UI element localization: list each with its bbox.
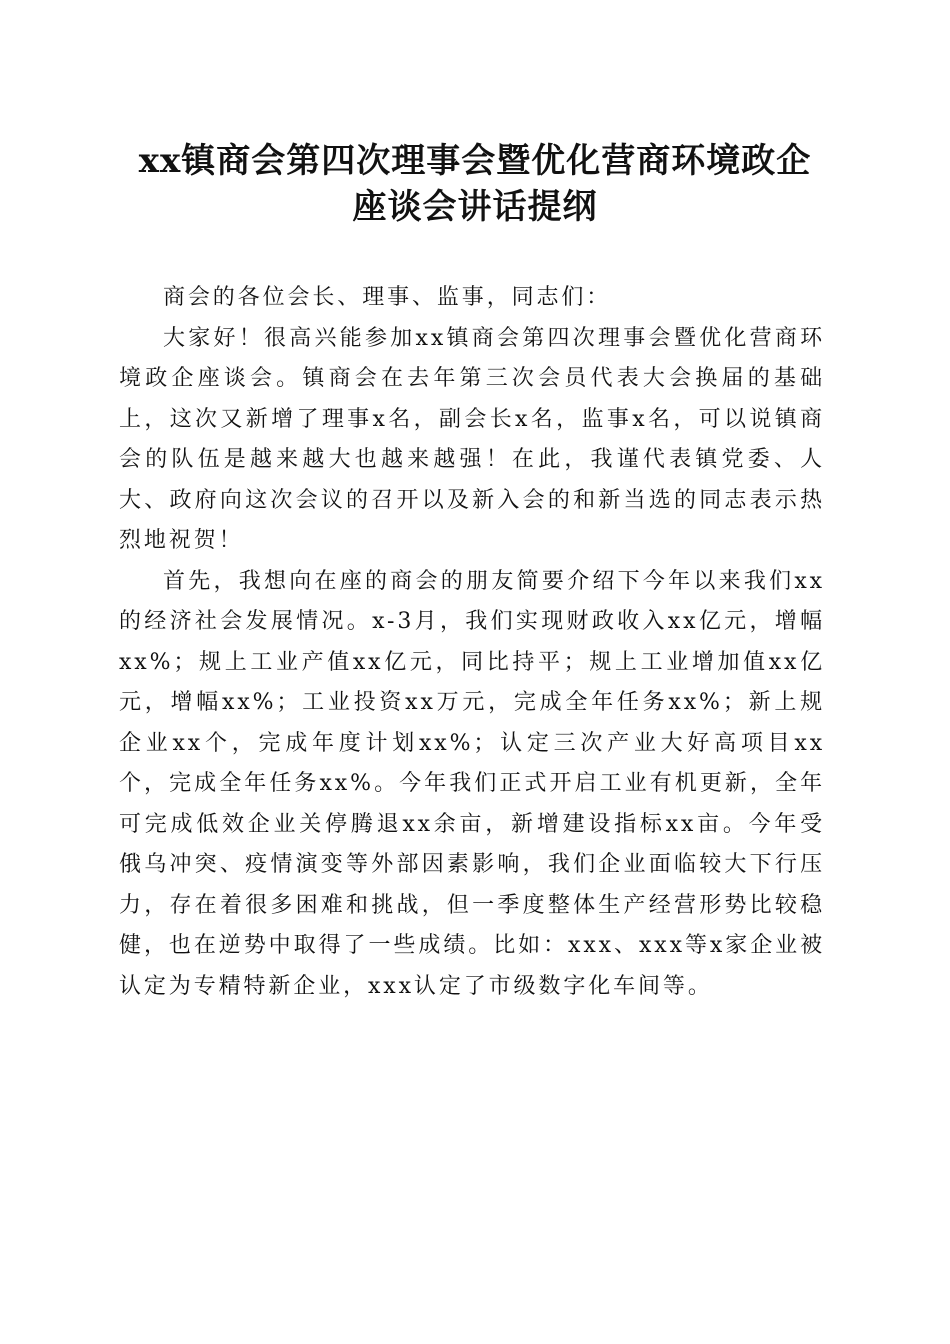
document-title-line-1: xx镇商会第四次理事会暨优化营商环境政企 [138, 141, 812, 181]
document-body [119, 278, 825, 1007]
salutation-paragraph: 商会的各位会长、理事、监事，同志们： [163, 285, 612, 310]
document-title-line-2: 座谈会讲话提纲 [352, 187, 598, 227]
greeting-paragraph: 大家好！很高兴能参加xx镇商会第四次理事会暨优化营商环境政企座谈会。镇商会在去年第三次会员代表大会换届的基础上，这次又新增了理事x名，副会长x名，监事x名，可以说镇商会的队伍是越来越大也越来越强！在此，我谨代表镇党委、人大、政府向这次会议的召开以及新入会的和新当选的同志表示热烈地祝贺！ [119, 325, 825, 553]
economic-overview-paragraph: 首先，我想向在座的商会的朋友简要介绍下今年以来我们xx的经济社会发展情况。x-3月，我们实现财政收入xx亿元，增幅xx%；规上工业产值xx亿元，同比持平；规上工业增加值xx亿元，增幅xx%；工业投资xx万元，完成全年任务xx%；新上规企业xx个，完成年度计划xx%；认定三次产业大好高项目xx个，完成全年任务xx%。今年我们正式开启工业有机更新，全年可完成低效企业关停腾退xx余亩，新增建设指标xx亩。今年受俄乌冲突、疫情演变等外部因素影响，我们企业面临较大下行压力，存在着很多困难和挑战，但一季度整体生产经营形势比较稳健，也在逆势中取得了一些成绩。比如：xxx、xxx等x家企业被认定为专精特新企业，xxx认定了市级数字化车间等。 [119, 568, 825, 999]
document-title [100, 138, 850, 230]
